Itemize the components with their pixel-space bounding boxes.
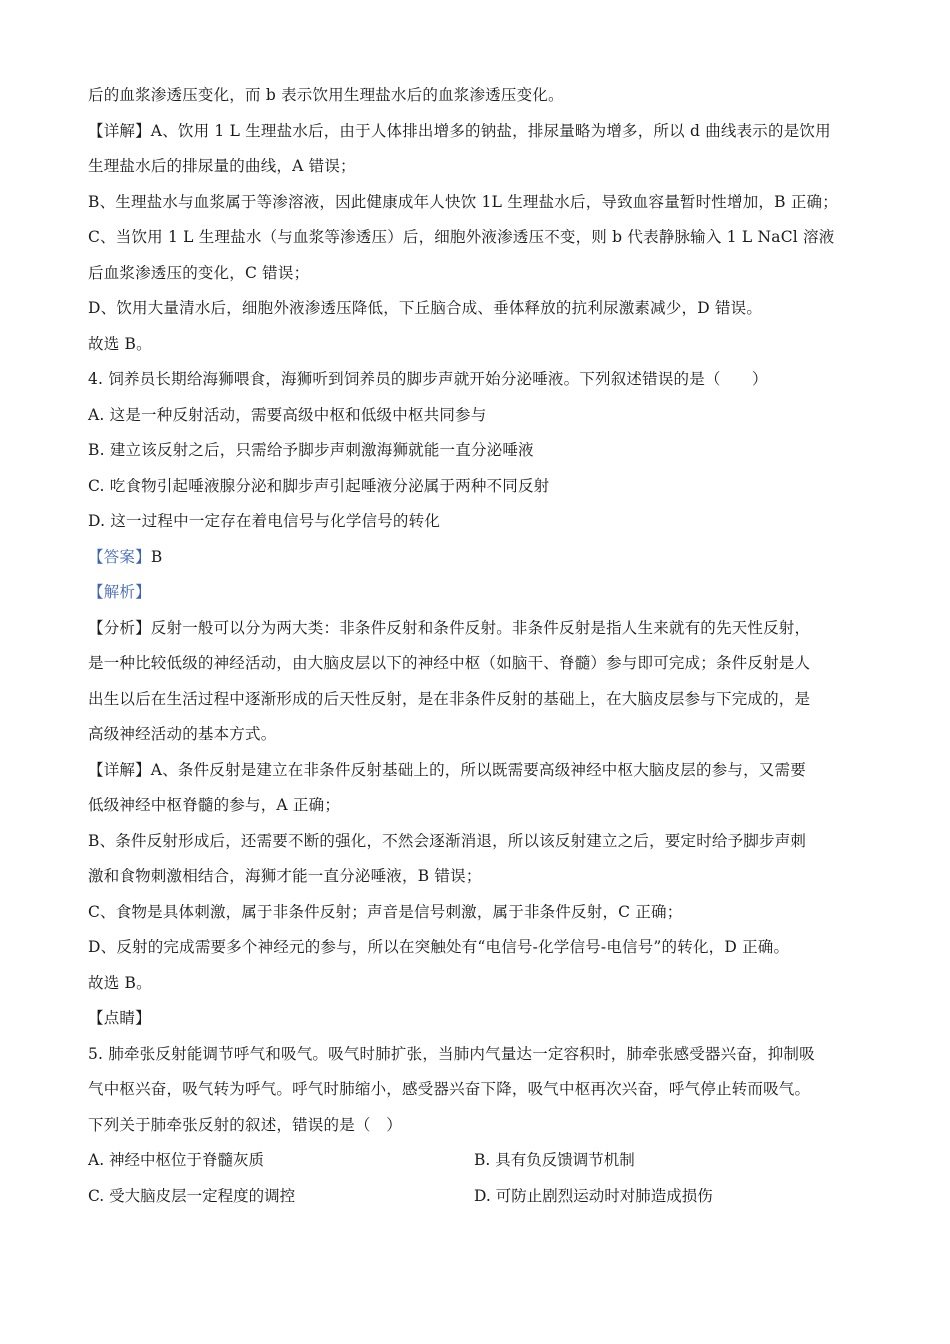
explanation-line: 高级神经活动的基本方式。 [88,725,277,743]
question-5-option-d: D. 可防止剧烈运动时对肺造成损伤 [474,1186,713,1205]
question-5-option-c: C. 受大脑皮层一定程度的调控 [88,1186,296,1205]
explanation-line: 【点睛】 [88,1009,151,1027]
answer-line [88,540,868,576]
question-5-stem: 5. 肺牵张反射能调节呼气和吸气。吸气时肺扩张，当肺内气量达一定容积时，肺牵张感受器兴奋，抑制吸 [88,1044,815,1063]
question-4-stem: 4. 饲养员长期给海狮喂食，海狮听到饲养员的脚步声就开始分泌唾液。下列叙述错误的是（ ） [88,370,768,388]
explanation-line: B、条件反射形成后，还需要不断的强化，不然会逐渐消退，所以该反射建立之后，要定时给予脚步声刺 [88,831,807,850]
explanation-line: 激和食物刺激相结合，海狮才能一直分泌唾液，B 错误； [88,867,482,885]
question-5-option-b: B. 具有负反馈调节机制 [474,1151,635,1169]
explanation-line: 是一种比较低级的神经活动，由大脑皮层以下的神经中枢（如脑干、脊髓）参与即可完成；条件反射是人 [88,654,811,672]
explanation-line: 【详解】A、条件反射是建立在非条件反射基础上的，所以既需要高级神经中枢大脑皮层的参与，又需要 [88,760,806,779]
question-5-options-row [88,1179,868,1215]
explanation-line: 【分析】反射一般可以分为两大类：非条件反射和条件反射。非条件反射是指人生来就有的先天性反射， [88,618,811,637]
text-line: C、当饮用 1 L 生理盐水（与血浆等渗透压）后，细胞外液渗透压不变，则 b 代表静脉输入 1 L NaCl 溶液 [88,228,835,246]
question-4-option-d: D. 这一过程中一定存在着电信号与化学信号的转化 [88,512,441,530]
explanation-line: 出生以后在生活过程中逐渐形成的后天性反射，是在非条件反射的基础上，在大脑皮层参与下完成的，是 [88,689,811,708]
question-4-option-c: C. 吃食物引起唾液腺分泌和脚步声引起唾液分泌属于两种不同反射 [88,476,550,495]
explanation-line: 低级神经中枢脊髓的参与，A 正确； [88,796,341,814]
analysis-label: 【解析】 [88,583,151,601]
question-4-option-b: B. 建立该反射之后，只需给予脚步声刺激海狮就能一直分泌唾液 [88,441,534,459]
question-5-options-row [88,1143,868,1179]
text-line: 后的血浆渗透压变化，而 b 表示饮用生理盐水后的血浆渗透压变化。 [88,86,564,104]
answer-value: B [150,547,163,566]
explanation-line: D、反射的完成需要多个神经元的参与，所以在突触处有“电信号-化学信号-电信号”的转化，D 正确。 [88,938,790,956]
explanation-line: C、食物是具体刺激，属于非条件反射；声音是信号刺激，属于非条件反射，C 正确； [88,902,683,921]
question-5-option-a: A. 神经中枢位于脊髓灰质 [88,1151,265,1169]
question-5-stem: 下列关于肺牵张反射的叙述，错误的是（ ） [88,1115,403,1134]
text-line: 故选 B。 [88,334,152,353]
explanation-line: 故选 B。 [88,973,152,992]
text-line: 生理盐水后的排尿量的曲线，A 错误； [88,157,356,175]
text-line: D、饮用大量清水后，细胞外液渗透压降低，下丘脑合成、垂体释放的抗利尿激素减少，D 错误。 [88,299,763,317]
text-line: 【详解】A、饮用 1 L 生理盐水后，由于人体排出增多的钠盐，排尿量略为增多，所以 d 曲线表示的是饮用 [88,121,831,140]
answer-label: 【答案】 [88,547,151,566]
text-line: 后血浆渗透压的变化，C 错误； [88,263,310,282]
text-line: B、生理盐水与血浆属于等渗溶液，因此健康成年人快饮 1L 生理盐水后，导致血容量暂时性增加，B 正确； [88,192,838,211]
question-5-stem: 气中枢兴奋，吸气转为呼气。呼气时肺缩小，感受器兴奋下降，吸气中枢再次兴奋，呼气停止转而吸气。 [88,1080,811,1098]
document-page [88,78,868,1214]
question-4-option-a: A. 这是一种反射活动，需要高级中枢和低级中枢共同参与 [88,405,487,424]
